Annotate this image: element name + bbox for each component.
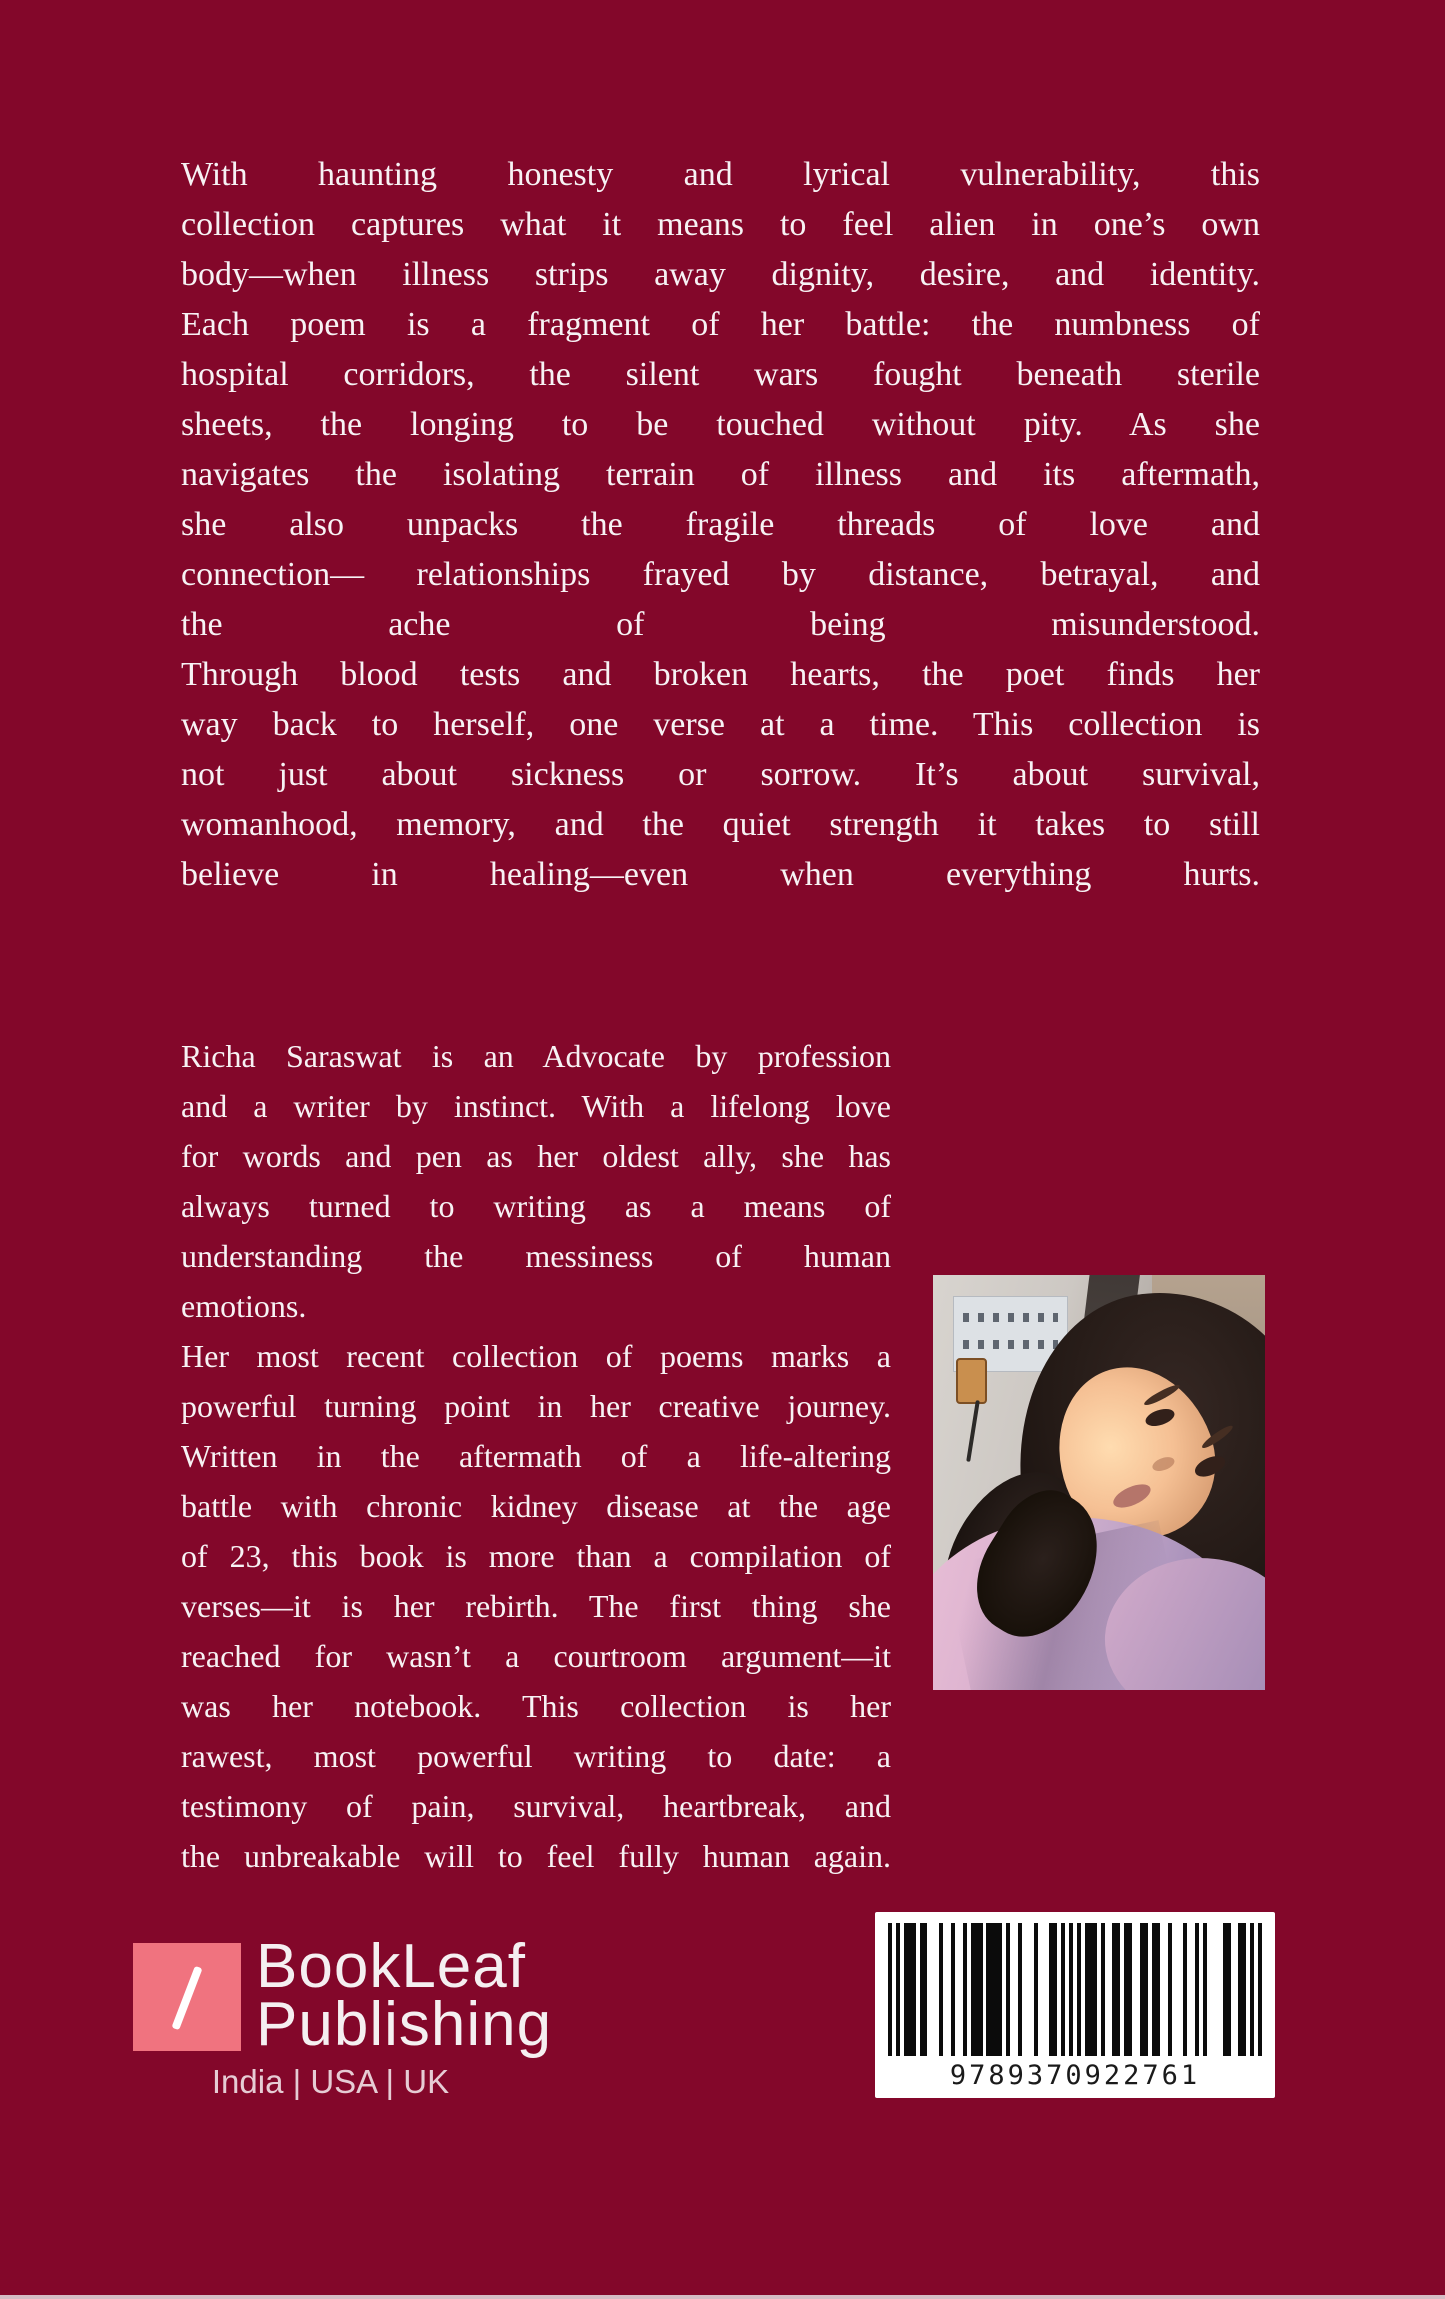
author-bio-paragraph-2: Her most recent collection of poems marks a powerful turning point in her creative journey. Written in the aftermath of a life-altering battle with chronic kidney disease at the age of 23, this book is more than a compilation of verses—it is her rebirth. The first thing she reached for wasn’t a courtroom argument—it was her notebook. This collection is her rawest, most powerful writing to date: a testimony of pain, survival, heartbreak, and the unbreakable will to feel fully human again.: [181, 1338, 891, 1874]
isbn-number: 9789370922761: [949, 2060, 1201, 2091]
publisher-name-line2: Publishing: [256, 1990, 553, 2059]
back-blurb: With haunting honesty and lyrical vulnerability, this collection captures what it means to feel alien in one’s own body—when illness strips away dignity, desire, and identity. Each poem is a fragment of her battle: the numbness of hospital corridors, the silent wars fought beneath sterile sheets, the longing to be touched without pity. As she navigates the isolating terrain of illness and its aftermath, she also unpacks the fragile threads of love and connection— relationships frayed by distance, betrayal, and the ache of being misunderstood. Through blood tests and broken hearts, the poet finds her way back to herself, one verse at a time. This collection is not just about sickness or sorrow. It’s about survival, womanhood, memory, and the quiet strength it takes to still believe in healing—even when everything hurts.: [181, 156, 1260, 893]
slash-icon: [171, 1966, 202, 2030]
author-bio: [181, 1031, 891, 1881]
publisher-name-line1: BookLeaf: [256, 1932, 526, 2001]
photo-socket: [956, 1358, 987, 1404]
author-bio-paragraph-1: Richa Saraswat is an Advocate by profession and a writer by instinct. With a lifelong love for words and pen as her oldest ally, she has always turned to writing as a means of understanding the messiness of human emotions.: [181, 1038, 891, 1324]
bookleaf-logo-mark: [133, 1943, 241, 2051]
isbn-barcode: [875, 1912, 1275, 2098]
author-photo: [933, 1275, 1265, 1690]
barcode-bars: [888, 1923, 1262, 2056]
publisher-name: [256, 1932, 553, 2059]
photo-wire: [966, 1400, 980, 1462]
page-edge-strip: [0, 2295, 1445, 2299]
publisher-regions: India | USA | UK: [211, 2063, 450, 2100]
